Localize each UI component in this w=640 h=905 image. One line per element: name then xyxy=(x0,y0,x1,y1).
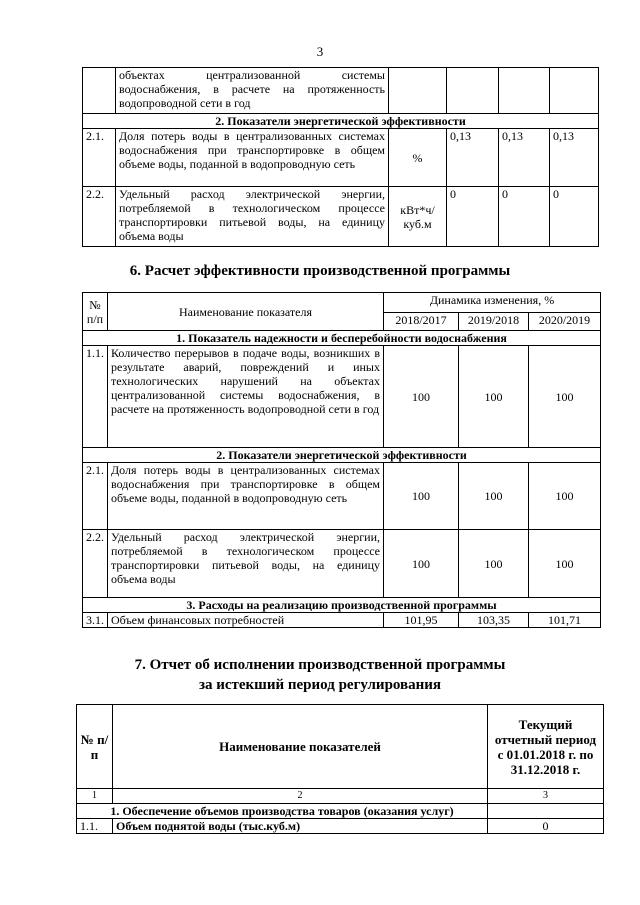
value-cell xyxy=(550,68,599,114)
year-header: 2020/2019 xyxy=(529,313,601,331)
year-header: 2018/2017 xyxy=(384,313,459,331)
column-index: 2 xyxy=(113,789,488,804)
efficiency-table xyxy=(82,292,601,628)
table-row xyxy=(83,68,599,114)
value-cell: 100 xyxy=(459,346,529,448)
indicator-name: Доля потерь воды в централизованных системах водоснабжения при транспортировке в общем объеме воды, поданной в водопроводную сеть xyxy=(116,129,389,187)
section-title: 1. Обеспечение объемов производства товаров (оказания услуг) xyxy=(77,804,488,819)
section-row xyxy=(83,598,601,613)
value-cell: 0 xyxy=(447,187,499,247)
value-cell: 100 xyxy=(459,530,529,598)
section-row xyxy=(77,804,604,819)
row-number: 1.1. xyxy=(83,346,108,448)
table-row xyxy=(83,129,599,187)
value-cell: 100 xyxy=(384,463,459,530)
index-row xyxy=(77,789,604,804)
section7-heading-line2: за истекший период регулирования xyxy=(198,677,442,693)
unit-cell: кВт*ч/куб.м xyxy=(389,187,447,247)
col-num-header: № п/п xyxy=(77,705,113,789)
row-number: 3.1. xyxy=(83,613,108,628)
section7-heading-line1: 7. Отчет об исполнении производственной программы xyxy=(134,657,506,673)
col-name-header: Наименование показателя xyxy=(108,293,384,331)
year-header: 2019/2018 xyxy=(459,313,529,331)
value-cell: 100 xyxy=(384,346,459,448)
value-cell: 0 xyxy=(499,187,550,247)
section-row xyxy=(83,114,599,129)
value-cell: 100 xyxy=(529,530,601,598)
value-cell: 101,71 xyxy=(529,613,601,628)
table-row xyxy=(83,613,601,628)
value-cell: 0 xyxy=(550,187,599,247)
col-dynamics-header: Динамика изменения, % xyxy=(384,293,601,313)
unit-cell xyxy=(389,68,447,114)
value-cell: 100 xyxy=(529,346,601,448)
col-num-header: № п/п xyxy=(83,293,108,331)
col-name-header: Наименование показателей xyxy=(113,705,488,789)
row-number: 2.2. xyxy=(83,187,116,247)
row-number: 2.1. xyxy=(83,463,108,530)
report-table xyxy=(76,704,604,834)
value-cell: 0,13 xyxy=(550,129,599,187)
page-number: 3 xyxy=(316,44,324,59)
section6-heading: 6. Расчет эффективности производственной программы xyxy=(129,263,511,279)
header-row xyxy=(83,293,601,313)
indicator-name: Количество перерывов в подаче воды, возникших в результате аварий, повреждений и иных технологических нарушений на объектах централизованной системы водоснабжения, в расчете на протяженность водопроводной сети в год xyxy=(108,346,384,448)
value-cell: 103,35 xyxy=(459,613,529,628)
value-cell: 0 xyxy=(488,819,604,834)
column-index: 3 xyxy=(488,789,604,804)
indicator-name: Объем финансовых потребностей xyxy=(108,613,384,628)
section-title: 3. Расходы на реализацию производственной программы xyxy=(83,598,601,613)
indicator-name: Удельный расход электрической энергии, потребляемой в технологическом процессе транспортировки питьевой воды, на единицу объема воды xyxy=(108,530,384,598)
column-index: 1 xyxy=(77,789,113,804)
empty-cell xyxy=(488,804,604,819)
value-cell: 101,95 xyxy=(384,613,459,628)
value-cell: 0,13 xyxy=(499,129,550,187)
section-title: 2. Показатели энергетической эффективности xyxy=(83,448,601,463)
row-number: 2.2. xyxy=(83,530,108,598)
unit-cell: % xyxy=(389,129,447,187)
header-row xyxy=(77,705,604,789)
table-row xyxy=(83,346,601,448)
table-row xyxy=(83,463,601,530)
row-number xyxy=(83,68,116,114)
section-row xyxy=(83,331,601,346)
value-cell: 100 xyxy=(459,463,529,530)
row-number: 2.1. xyxy=(83,129,116,187)
value-cell: 0,13 xyxy=(447,129,499,187)
indicator-name: Удельный расход электрической энергии, потребляемой в технологическом процессе транспортировки питьевой воды, на единицу объема воды xyxy=(116,187,389,247)
table-row xyxy=(83,187,599,247)
indicator-name: Доля потерь воды в централизованных системах водоснабжения при транспортировке в общем объеме воды, поданной в водопроводную сеть xyxy=(108,463,384,530)
section-title: 1. Показатель надежности и бесперебойности водоснабжения xyxy=(83,331,601,346)
value-cell xyxy=(447,68,499,114)
indicator-name: Объем поднятой воды (тыс.куб.м) xyxy=(113,819,488,834)
energy-indicators-table xyxy=(82,67,599,247)
table-row xyxy=(77,819,604,834)
col-period-header: Текущий отчетный период с 01.01.2018 г. по 31.12.2018 г. xyxy=(488,705,604,789)
section-title: 2. Показатели энергетической эффективности xyxy=(83,114,599,129)
value-cell: 100 xyxy=(529,463,601,530)
indicator-name: объектах централизованной системы водоснабжения, в расчете на протяженность водопроводной сети в год xyxy=(116,68,389,114)
row-number: 1.1. xyxy=(77,819,113,834)
value-cell xyxy=(499,68,550,114)
section-row xyxy=(83,448,601,463)
table-row xyxy=(83,530,601,598)
value-cell: 100 xyxy=(384,530,459,598)
